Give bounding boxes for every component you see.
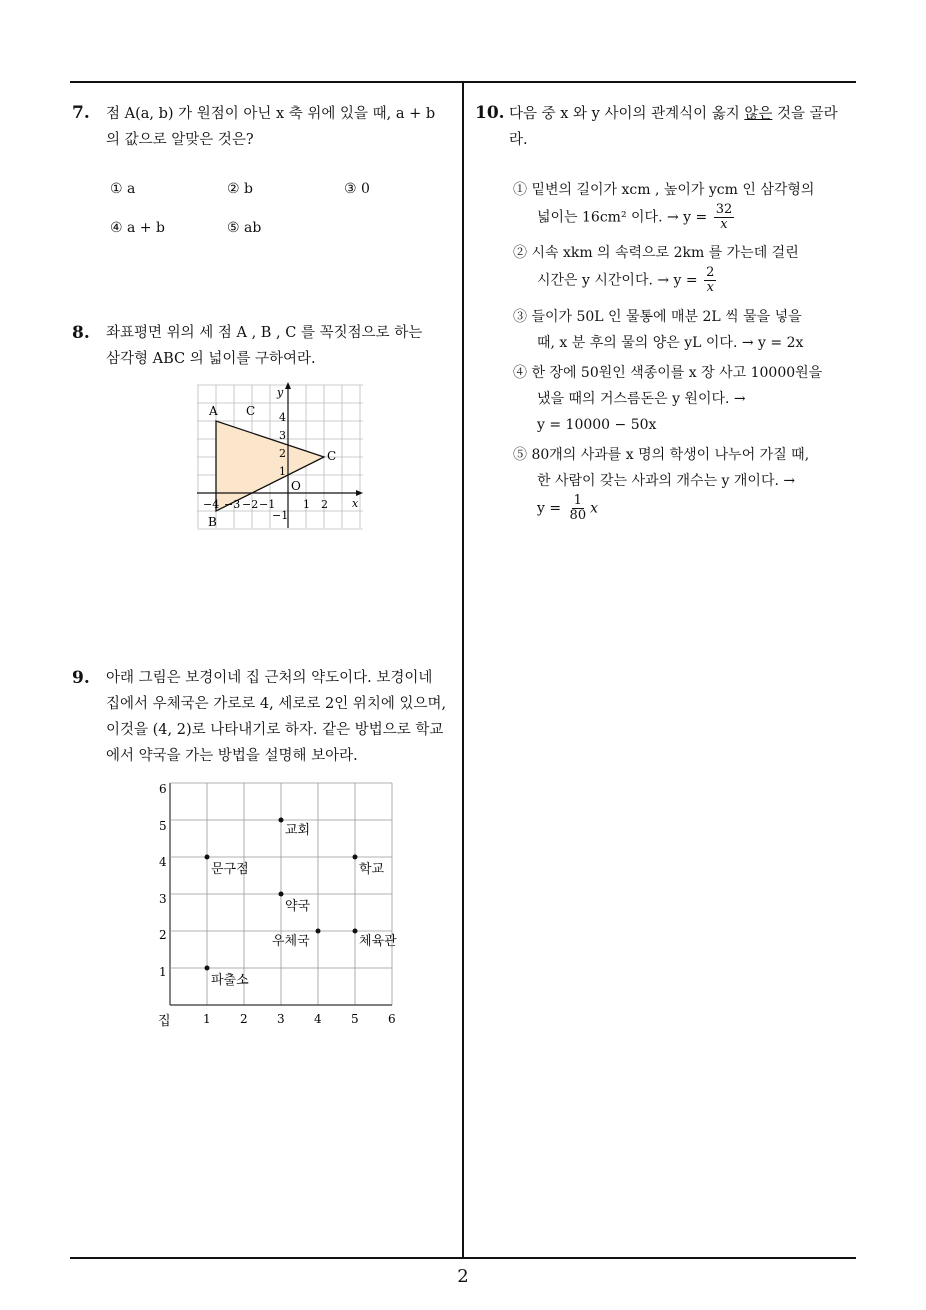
frac-numerator: 2 bbox=[706, 265, 715, 280]
q10-option-4-line3: y = 10000 − 50x bbox=[537, 417, 657, 433]
q9-place-dot bbox=[353, 855, 358, 860]
q9-ytick-4: 4 bbox=[159, 855, 167, 869]
frac-denominator: x bbox=[706, 280, 714, 295]
q10-option-5-tail: x bbox=[590, 500, 598, 517]
q9-ytick-2: 2 bbox=[159, 928, 167, 942]
q8-xtick-1: 1 bbox=[303, 498, 310, 511]
q8-xtick-neg4: −4 bbox=[203, 498, 220, 511]
q10-number: 10. bbox=[475, 103, 505, 123]
q7-number: 7. bbox=[72, 103, 90, 123]
q8-label-a: A bbox=[209, 404, 218, 418]
q8-text bbox=[106, 320, 462, 372]
q10-option-1[interactable] bbox=[513, 177, 843, 232]
q10-option-1-line1: ① 밑변의 길이가 xcm , 높이가 ycm 인 삼각형의 bbox=[513, 182, 815, 198]
q10-option-3-line1: ③ 들이가 50L 인 물통에 매분 2L 씩 물을 넣을 bbox=[513, 309, 802, 325]
q8-number: 8. bbox=[72, 323, 90, 343]
q9-map bbox=[150, 775, 420, 1035]
q9-ytick-1: 1 bbox=[159, 965, 167, 979]
q10-option-5-line2: 한 사람이 갖는 사과의 개수는 y 개이다. → bbox=[537, 473, 796, 489]
q8-y-arrow bbox=[285, 382, 291, 389]
q9-xtick-4: 4 bbox=[314, 1012, 322, 1026]
q9-place-label: 파출소 bbox=[211, 973, 249, 988]
q9-place-dot bbox=[316, 929, 321, 934]
q10-option-5[interactable] bbox=[513, 442, 843, 523]
q8-label-y: y bbox=[277, 386, 284, 399]
q9-place-label: 약국 bbox=[285, 899, 311, 914]
q10-text bbox=[509, 101, 859, 153]
q8-xtick-2: 2 bbox=[321, 498, 328, 511]
q7-line1: 점 A(a, b) 가 원점이 아닌 x 축 위에 있을 때, a + b bbox=[106, 106, 436, 122]
q9-places bbox=[205, 818, 398, 989]
q9-line2: 집에서 우체국은 가로로 4, 세로로 2인 위치에 있으며, bbox=[106, 696, 447, 712]
q9-ytick-5: 5 bbox=[159, 819, 167, 833]
q7-option-2[interactable]: ② b bbox=[227, 181, 253, 197]
q7-option-5[interactable]: ⑤ ab bbox=[227, 220, 262, 236]
q10-option-1-line2 bbox=[513, 203, 843, 232]
page-number: 2 bbox=[457, 1266, 469, 1287]
frac-denominator: 80 bbox=[569, 508, 587, 523]
q9-place-label: 문구점 bbox=[211, 862, 249, 877]
frac-numerator: 32 bbox=[715, 202, 733, 217]
bottom-rule bbox=[70, 1257, 856, 1259]
q9-place-label: 체육관 bbox=[359, 934, 397, 949]
frac-numerator: 1 bbox=[573, 493, 582, 508]
q10-option-1-text: 넓이는 16cm² 이다. → y = bbox=[537, 209, 708, 226]
q9-place-label: 학교 bbox=[359, 862, 385, 877]
q8-label-c-top: C bbox=[246, 404, 256, 418]
q9-xtick-3: 3 bbox=[277, 1012, 285, 1026]
q9-xtick-5: 5 bbox=[351, 1012, 359, 1026]
q8-label-c-right: C bbox=[327, 449, 337, 463]
q8-x-arrow bbox=[356, 490, 363, 496]
column-divider bbox=[462, 81, 464, 1259]
q8-ytick-3: 3 bbox=[279, 429, 286, 442]
q10-option-4[interactable] bbox=[513, 360, 843, 438]
q10-option-4-line2: 냈을 때의 거스름돈은 y 원이다. → bbox=[537, 391, 746, 407]
q10-line1-a: 다음 중 x 와 y 사이의 관계식이 옳지 bbox=[509, 106, 745, 122]
q9-text bbox=[106, 665, 462, 769]
q9-place-label: 교회 bbox=[285, 823, 311, 838]
q10-option-2-line2 bbox=[513, 266, 843, 295]
q10-option-3[interactable] bbox=[513, 304, 843, 356]
q7-line2: 의 값으로 알맞은 것은? bbox=[106, 132, 254, 148]
q9-origin-label: 집 bbox=[158, 1014, 171, 1029]
q8-label-b: B bbox=[208, 515, 217, 529]
q9-xtick-6: 6 bbox=[388, 1012, 396, 1026]
q10-line2: 라. bbox=[509, 132, 528, 148]
q9-number: 9. bbox=[72, 668, 90, 688]
q9-ytick-6: 6 bbox=[159, 782, 167, 796]
q8-line1: 좌표평면 위의 세 점 A , B , C 를 꼭짓점으로 하는 bbox=[106, 325, 423, 341]
q9-place-dot bbox=[279, 892, 284, 897]
q9-place-label: 우체국 bbox=[272, 934, 310, 949]
q8-ytick-1: 1 bbox=[279, 465, 286, 478]
frac-denominator: x bbox=[720, 217, 728, 232]
q9-xtick-2: 2 bbox=[240, 1012, 248, 1026]
q10-option-5-text: y = bbox=[537, 500, 562, 517]
q9-line4: 에서 약국을 가는 방법을 설명해 보아라. bbox=[106, 748, 358, 764]
q10-option-4-line1: ④ 한 장에 50원인 색종이를 x 장 사고 10000원을 bbox=[513, 365, 823, 381]
q10-option-5-line3 bbox=[513, 494, 843, 523]
q8-ytick-4: 4 bbox=[279, 411, 286, 424]
q8-coordinate-graph bbox=[195, 380, 365, 530]
q10-option-2-line1: ② 시속 xkm 의 속력으로 2km 를 가는데 걸린 bbox=[513, 245, 799, 261]
q9-line1: 아래 그림은 보경이네 집 근처의 약도이다. 보경이네 bbox=[106, 670, 433, 686]
q8-label-origin: O bbox=[291, 479, 301, 493]
q7-option-4[interactable]: ④ a + b bbox=[110, 220, 165, 236]
q10-option-2-fraction bbox=[704, 266, 716, 295]
q9-ytick-3: 3 bbox=[159, 892, 167, 906]
q10-line1 bbox=[509, 101, 859, 127]
q8-line2: 삼각형 ABC 의 넓이를 구하여라. bbox=[106, 351, 316, 367]
q8-xtick-neg1: −1 bbox=[259, 498, 276, 511]
q9-line3: 이것을 (4, 2)로 나타내기로 하자. 같은 방법으로 학교 bbox=[106, 722, 444, 738]
q9-place-dot bbox=[279, 818, 284, 823]
q9-place-dot bbox=[205, 855, 210, 860]
q9-place-dot bbox=[205, 966, 210, 971]
q9-place-dot bbox=[353, 929, 358, 934]
q8-ytick-neg1: −1 bbox=[272, 509, 289, 522]
q10-line1-underlined: 않은 bbox=[744, 106, 773, 122]
q7-option-3[interactable]: ③ 0 bbox=[344, 181, 370, 197]
q10-option-2[interactable] bbox=[513, 240, 843, 295]
q10-line1-b: 것을 골라 bbox=[772, 106, 838, 122]
q7-text bbox=[106, 101, 462, 153]
q10-option-5-line1: ⑤ 80개의 사과를 x 명의 학생이 나누어 가질 때, bbox=[513, 447, 810, 463]
q10-option-5-fraction bbox=[568, 494, 589, 523]
q10-option-2-text: 시간은 y 시간이다. → y = bbox=[537, 272, 698, 289]
q10-option-3-line2: 때, x 분 후의 물의 양은 yL 이다. → y = 2x bbox=[537, 335, 804, 351]
q8-label-x: x bbox=[352, 497, 359, 510]
q7-option-1[interactable]: ① a bbox=[110, 181, 136, 197]
q8-xtick-neg3: −3 bbox=[224, 498, 241, 511]
q10-option-1-fraction bbox=[714, 203, 735, 232]
q9-xtick-1: 1 bbox=[203, 1012, 211, 1026]
q8-ytick-2: 2 bbox=[279, 447, 286, 460]
q8-xtick-neg2: −2 bbox=[242, 498, 259, 511]
